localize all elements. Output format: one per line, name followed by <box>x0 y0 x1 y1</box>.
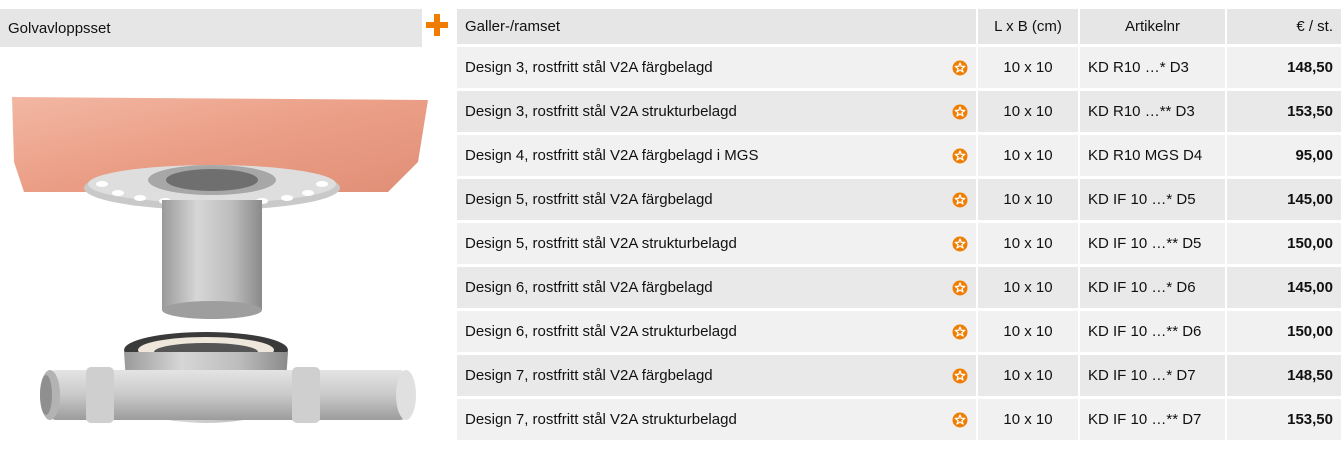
row-price: 148,50 <box>1227 355 1341 399</box>
star-icon <box>952 148 968 164</box>
row-dimensions: 10 x 10 <box>978 267 1080 311</box>
row-description: Design 3, rostfritt stål V2A strukturbelagd <box>465 103 737 120</box>
row-description: Design 7, rostfritt stål V2A färgbelagd <box>465 367 713 384</box>
row-dimensions: 10 x 10 <box>978 91 1080 135</box>
row-price: 145,00 <box>1227 267 1341 311</box>
left-panel-title: Golvavloppsset <box>8 19 111 37</box>
star-icon <box>952 368 968 384</box>
row-article-number: KD R10 …** D3 <box>1080 91 1227 135</box>
row-dimensions: 10 x 10 <box>978 223 1080 267</box>
row-description-cell <box>457 311 978 355</box>
row-description-cell <box>457 223 978 267</box>
row-price: 145,00 <box>1227 179 1341 223</box>
star-icon <box>952 412 968 428</box>
row-description-cell <box>457 399 978 443</box>
row-description-cell <box>457 91 978 135</box>
column-header-description: Galler-/ramset <box>457 9 978 47</box>
row-article-number: KD IF 10 …** D5 <box>1080 223 1227 267</box>
row-description: Design 5, rostfritt stål V2A färgbelagd <box>465 191 713 208</box>
row-dimensions: 10 x 10 <box>978 399 1080 443</box>
row-description: Design 3, rostfritt stål V2A färgbelagd <box>465 59 713 76</box>
star-icon <box>952 324 968 340</box>
plus-icon <box>426 14 448 36</box>
row-dimensions: 10 x 10 <box>978 179 1080 223</box>
table-row <box>457 179 1341 223</box>
star-icon <box>952 60 968 76</box>
row-description-cell <box>457 47 978 91</box>
row-article-number: KD IF 10 …** D6 <box>1080 311 1227 355</box>
table-row <box>457 267 1341 311</box>
row-article-number: KD R10 MGS D4 <box>1080 135 1227 179</box>
column-header-price: € / st. <box>1227 9 1341 47</box>
left-panel-header <box>0 9 422 47</box>
row-description-cell <box>457 179 978 223</box>
row-description-cell <box>457 355 978 399</box>
star-icon <box>952 192 968 208</box>
row-dimensions: 10 x 10 <box>978 311 1080 355</box>
table-header-row <box>457 9 1341 47</box>
table-row <box>457 135 1341 179</box>
table-row <box>457 399 1341 443</box>
column-header-dimensions: L x B (cm) <box>978 9 1080 47</box>
row-description: Design 4, rostfritt stål V2A färgbelagd i MGS <box>465 147 759 164</box>
row-article-number: KD IF 10 …** D7 <box>1080 399 1227 443</box>
row-price: 150,00 <box>1227 311 1341 355</box>
table-row <box>457 355 1341 399</box>
star-icon <box>952 236 968 252</box>
row-price: 148,50 <box>1227 47 1341 91</box>
row-description-cell <box>457 267 978 311</box>
row-dimensions: 10 x 10 <box>978 355 1080 399</box>
row-price: 150,00 <box>1227 223 1341 267</box>
row-article-number: KD IF 10 …* D7 <box>1080 355 1227 399</box>
row-description: Design 6, rostfritt stål V2A strukturbelagd <box>465 323 737 340</box>
row-article-number: KD IF 10 …* D5 <box>1080 179 1227 223</box>
row-price: 153,50 <box>1227 91 1341 135</box>
column-header-article: Artikelnr <box>1080 9 1227 47</box>
row-description: Design 5, rostfritt stål V2A strukturbelagd <box>465 235 737 252</box>
row-price: 153,50 <box>1227 399 1341 443</box>
row-dimensions: 10 x 10 <box>978 47 1080 91</box>
product-table <box>457 9 1341 443</box>
table-row <box>457 223 1341 267</box>
table-row <box>457 47 1341 91</box>
star-icon <box>952 280 968 296</box>
row-description: Design 7, rostfritt stål V2A strukturbelagd <box>465 411 737 428</box>
row-dimensions: 10 x 10 <box>978 135 1080 179</box>
table-row <box>457 91 1341 135</box>
star-icon <box>952 104 968 120</box>
row-description: Design 6, rostfritt stål V2A färgbelagd <box>465 279 713 296</box>
row-price: 95,00 <box>1227 135 1341 179</box>
row-article-number: KD IF 10 …* D6 <box>1080 267 1227 311</box>
row-description-cell <box>457 135 978 179</box>
table-row <box>457 311 1341 355</box>
floor-drain-product-image <box>0 92 430 450</box>
row-article-number: KD R10 …* D3 <box>1080 47 1227 91</box>
